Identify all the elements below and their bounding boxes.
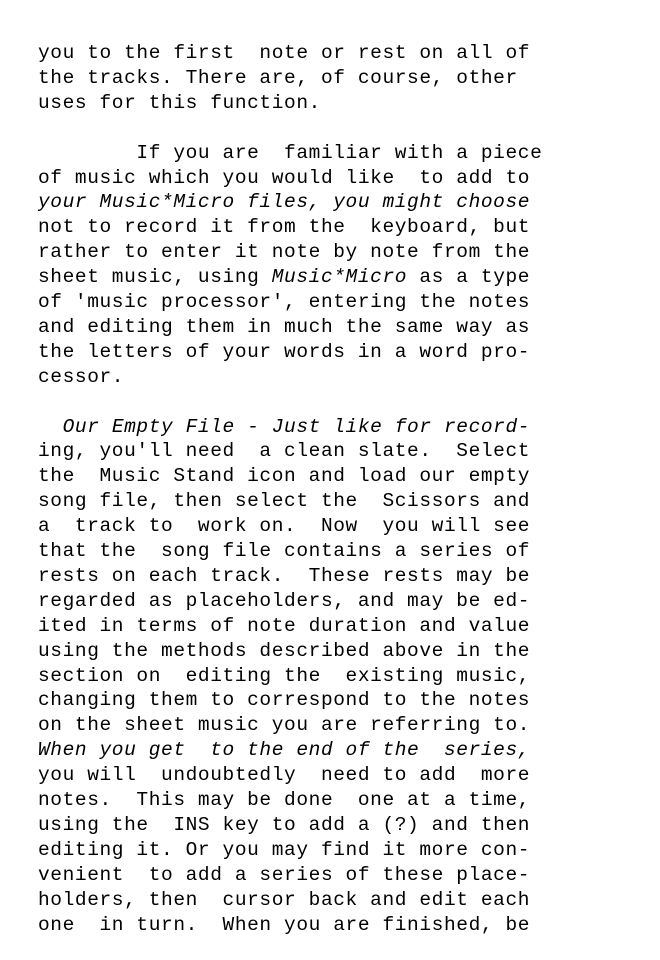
text-run: and editing them in much the same way as [38,315,531,338]
text-run [38,416,63,438]
text-line [38,738,530,763]
text-run: uses for this function. [38,91,321,114]
text-run: the tracks. There are, of course, other [38,66,518,89]
text-run: song file, then select the Scissors and [38,490,531,513]
text-line [38,788,530,813]
text-line [38,415,530,440]
text-run: cessor. [38,365,125,388]
text-line [38,888,530,913]
text-run: the letters of your words in a word pro- [38,340,531,363]
text-line [38,439,530,464]
text-run: ited in terms of note duration and value [38,614,531,637]
text-run: regarded as placeholders, and may be ed- [38,589,531,612]
text-line [38,365,124,390]
text-line [38,639,530,664]
text-run: holders, then cursor back and edit each [38,888,531,911]
text-line [38,713,530,738]
text-run: changing them to correspond to the notes [38,689,531,712]
text-run: of 'music processor', entering the notes [38,291,531,313]
text-run: editing it. Or you may find it more con- [38,838,531,861]
text-line [38,91,321,116]
text-line [38,589,530,614]
text-run: If you are familiar with a piece [38,141,543,164]
text-run: venient to add a series of these place- [38,863,531,886]
text-run: section on editing the existing music, [38,664,531,687]
text-line [38,290,530,315]
text-run: that the song file contains a series of [38,540,531,562]
text-line [38,614,530,639]
text-run: not to record it from the keyboard, but [38,216,531,239]
text-run: using the methods described above in the [38,639,531,662]
italic-text-run: When you get to the end of the series, [38,739,531,762]
text-line [38,863,530,888]
text-line [38,813,530,838]
text-run: on the sheet music you are referring to. [38,714,531,737]
text-line [38,240,530,265]
text-run: ing, you'll need a clean slate. Select [38,440,531,463]
text-line [38,838,530,863]
text-run: you will undoubtedly need to add more [38,764,531,787]
text-line [38,514,530,539]
text-line [38,66,518,91]
text-run: one in turn. When you are finished, be [38,913,531,936]
text-line [38,464,530,489]
text-line [38,215,530,240]
text-line [38,913,530,938]
text-line [38,763,530,788]
text-line [38,190,530,215]
text-line [38,564,530,589]
text-run: the Music Stand icon and load our empty [38,465,531,488]
italic-text-run: Music*Micro [271,266,408,289]
text-line [38,688,530,713]
text-run: notes. This may be done one at a time, [38,789,531,811]
italic-text-run: Our Empty File - Just like for record- [62,415,531,438]
text-line [38,340,530,365]
text-run: sheet music, using [38,266,272,289]
text-run: of music which you would like to add to [38,166,531,189]
text-line [38,265,530,290]
text-line [38,141,542,166]
text-line [38,315,530,340]
text-run: a track to work on. Now you will see [38,515,531,538]
italic-text-run: your Music*Micro files, you might choose [38,191,531,214]
text-run: rests on each track. These rests may be [38,564,531,587]
text-line [38,489,530,514]
text-line [38,41,530,66]
text-line [38,664,530,689]
text-run: you to the first note or rest on all of [38,42,531,64]
text-line [38,166,530,191]
text-run: as a type [407,266,531,289]
text-run: using the INS key to add a (?) and then [38,813,531,836]
text-line [38,539,530,564]
text-run: rather to enter it note by note from the [38,241,531,264]
